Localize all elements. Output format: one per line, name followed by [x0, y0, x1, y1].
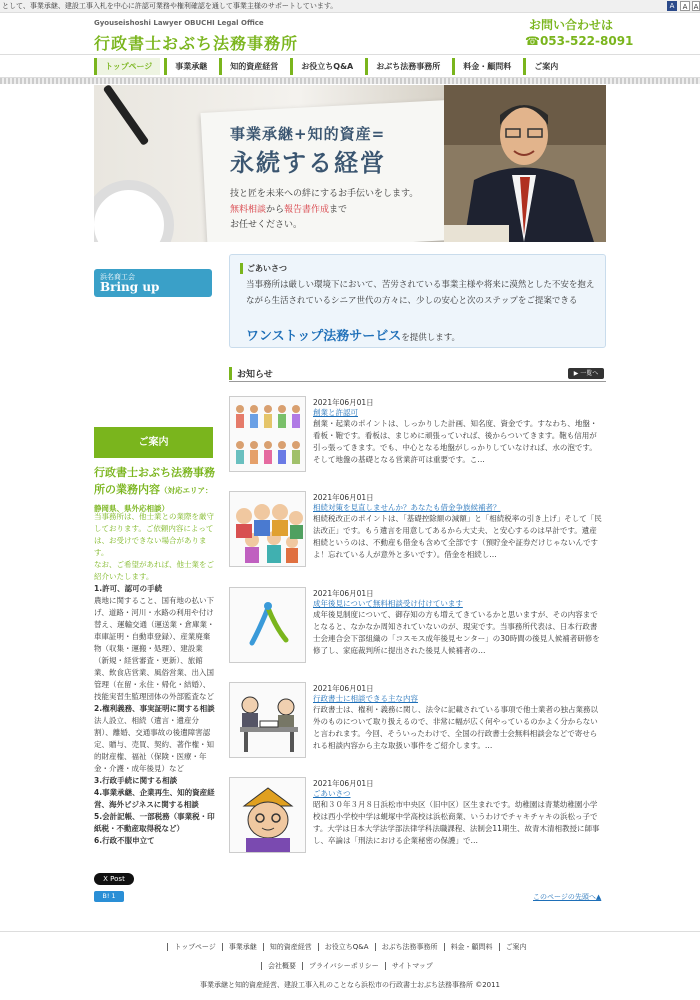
font-size-large-button[interactable]: A	[693, 3, 699, 11]
footer-link[interactable]: トップページ	[167, 943, 221, 951]
service-heading-2: 2.権利義務、事実証明に関する相談	[94, 704, 215, 713]
footer-nav-primary	[0, 942, 700, 952]
hero-banner	[94, 85, 606, 242]
footer-nav-secondary	[0, 961, 700, 971]
news-more-label: 一覧へ	[580, 370, 599, 377]
greeting-text: 当事務所は厳しい環境下において、苦労されている事業主様や将来に漠然とした不安を抱えながら生活されているシニア世代の方々に、少しの安心と次のステップをご提案できる	[246, 280, 595, 306]
footer-link[interactable]: お役立ちQ&A	[318, 943, 375, 951]
news-header	[229, 366, 606, 382]
news-date: 2021年06月01日	[313, 398, 374, 407]
news-excerpt: 成年後見制度について、御存知の方も増えてきているかと思いますが、その内容までとなると、なかなか周知されていないのが、現実です。当事務所代表は、日本行政書士会連合会下部組織の「コスモス成年後見センター」の30時間の後見人候補者研修を修了し、家庭裁判所に提出された後見人候補者の…	[313, 610, 600, 655]
coffee-cup-image	[94, 180, 174, 242]
cosmos-logo-icon	[230, 588, 306, 663]
news-thumbnail-logo[interactable]	[229, 587, 306, 663]
x-post-button[interactable]: X Post	[94, 873, 134, 885]
lawyer-portrait	[444, 85, 606, 242]
news-item	[229, 396, 606, 476]
footer-link[interactable]: サイトマップ	[385, 962, 439, 970]
news-thumbnail-portrait[interactable]	[229, 777, 306, 853]
hero-line-2	[230, 202, 347, 215]
nav-item-qa[interactable]: お役立ちQ&A	[290, 58, 361, 75]
global-nav	[0, 54, 700, 78]
news-thumbnail-people[interactable]	[229, 396, 306, 472]
news-excerpt: 行政書士は、権利・義務に関し、法令に記載されている事項で他士業者の独占業務以外のものについて取り扱えるので、非常に幅が広く何やっているのかよく分からないと言われます。今回、そういったわけで、全国の行政書士会無料相談会などで寄せられる相談内容から主な取扱い事件をご紹介します。…	[313, 705, 598, 750]
news-item	[229, 777, 606, 857]
footer-link[interactable]: 知的資産経営	[263, 943, 318, 951]
greeting-highlight: ワンストップ法務サービス	[246, 329, 402, 344]
hero-line-2-mid: から	[266, 205, 285, 215]
sidebar-title	[94, 464, 216, 517]
news-link[interactable]: 相続対策を見直しませんか？あなたも借金争族候補者？	[313, 503, 501, 512]
nav-item-succession[interactable]: 事業承継	[164, 58, 215, 75]
footer-link[interactable]: おぶち法務事務所	[375, 943, 444, 951]
footer-link[interactable]: 事業承継	[222, 943, 263, 951]
sidebar-area: （対応エリア：静岡県、県外応相談）	[94, 486, 213, 513]
footer-link[interactable]: 会社概要	[261, 962, 302, 970]
footer-link[interactable]: ご案内	[499, 943, 533, 951]
news-date: 2021年06月01日	[313, 589, 374, 598]
news-thumbnail-consultation[interactable]	[229, 682, 306, 758]
nav-item-guide[interactable]: ご案内	[523, 58, 566, 75]
footer-link[interactable]: 料金・顧問料	[444, 943, 499, 951]
people-illustration	[230, 397, 306, 472]
news-excerpt: 相続税改正のポイントは、「基礎控除額の減額」と「相続税率の引き上げ」そして「民法改正」です。もう遺言を用意してあるから大丈夫、と安心するのは早計です。遺産相続というのは、不動産も借金も含めて全部です（預貯金や証券だけじゃないんですよ！忘れている人が意外と多いです）。借金を相続し…	[313, 514, 602, 559]
bring-up-line-1: 浜名商工会	[100, 273, 135, 281]
news-excerpt: 創業・起業のポイントは、しっかりした計画、知名度、資金です。すなわち、地盤・看板・鞄です。看板は、まじめに頑張っていれば、後からついてきます。鞄も信用が引っ張ってきます。でも、中心となる地盤がしっかりしていなければ、水の泡です。そして地盤の基礎となる営業許可は重要です。こ…	[313, 419, 598, 464]
sidebar-note-1: 当事務所は、他士業との業際を厳守しております。ご依頼内容によっては、お受けできない場合があります。	[94, 512, 214, 557]
contact-label: お問い合わせは	[529, 18, 614, 32]
logo-english[interactable]: Gyouseishoshi Lawyer OBUCHI Legal Office	[94, 19, 264, 27]
news-item	[229, 491, 606, 571]
news-link[interactable]: 行政書士に相談できる主な内容	[313, 694, 418, 703]
decorative-stripe	[0, 78, 700, 84]
bring-up-line-2: Bring up	[100, 280, 160, 294]
footer-link[interactable]: プライバシーポリシー	[302, 962, 385, 970]
sidebar-note-2: なお、ご希望があれば、他士業をご紹介いたします。	[94, 560, 214, 581]
news-more-button[interactable]: ▶ 一覧へ	[568, 368, 604, 379]
news-thumbnail-family[interactable]	[229, 491, 306, 567]
news-item	[229, 682, 606, 762]
news-title: お知らせ	[229, 367, 273, 380]
sidebar-title-text: 行政書士おぶち法務事務所の業務内容	[94, 466, 215, 496]
hero-line-1: 技と匠を未来への絆にするお手伝いをします。	[230, 189, 419, 199]
top-notice-bar	[0, 0, 700, 13]
nav-item-office[interactable]: おぶち法務事務所	[365, 58, 448, 75]
nav-item-top[interactable]: トップページ	[94, 58, 160, 75]
service-heading-4: 4.事業承継、企業再生、知的資産経営、海外ビジネスに関する相談	[94, 788, 215, 809]
service-heading-6: 6.行政不服申立て	[94, 836, 155, 845]
news-link[interactable]: 創業と許認可	[313, 408, 358, 417]
nav-item-intellectual-assets[interactable]: 知的資産経営	[219, 58, 286, 75]
pen-image	[103, 85, 150, 146]
phone-number[interactable]: ☎053-522-8091	[525, 34, 634, 48]
hatena-bookmark-button[interactable]: B! 1	[94, 891, 124, 902]
news-link[interactable]: 成年後見について無料相談受け付けています	[313, 599, 463, 608]
family-illustration	[230, 492, 306, 567]
service-body-2: 法人設立、相続（遺言・遺産分割）、離婚、交通事故の後遺障害認定、贈与、売買、契約、著作権・知的財産権、福祉（保険・医療・年金・介護・成年後見）など	[94, 716, 214, 773]
news-excerpt: 昭和３０年３月８日浜松市中央区（旧中区）区生まれです。幼稚園は青葉幼稚園小学校は西小学校中学は蜆塚中学高校は浜松商業、いうわけでチャキチャキの浜松っ子です。大学は日本大学法学部法律学科法職課程、法制会11期生、故青木清相教授に師事し、卒論は「刑法における企業秘密の保護」で…	[313, 800, 600, 845]
greeting-box	[229, 254, 606, 348]
guide-heading: ご案内	[94, 427, 213, 458]
consultation-illustration	[230, 683, 306, 758]
service-heading-1: 1.許可、認可の手続	[94, 584, 163, 593]
news-item	[229, 587, 606, 667]
news-link[interactable]: ごあいさつ	[313, 789, 351, 798]
hero-line-2-end: まで	[329, 205, 348, 215]
hero-free-consult: 無料相談	[230, 205, 267, 215]
font-size-medium-button[interactable]: A	[680, 1, 690, 11]
footer-divider	[0, 931, 700, 932]
hero-report: 報告書作成	[284, 205, 330, 215]
font-size-small-button[interactable]: A	[667, 1, 677, 11]
bring-up-banner[interactable]	[94, 269, 212, 297]
nav-item-fees[interactable]: 料金・顧問料	[452, 58, 519, 75]
top-notice-text: として、事業承継、建設工事入札を中心に許認可業務や権利確認を通して事業主様のサポートしています。	[2, 2, 338, 10]
service-body-1: 農地に関すること、国有地の払い下げ、道路・河川・水路の利用や付け替え、運輸交通（運送業・倉庫業・車庫証明・自動車登録）、産業廃棄物（収集・運搬・処理）、建設業（新規・経営審査・更新）、旅館業、飲食店営業、風俗営業、出入国管理（在留・永住・帰化・結婚）、技能実習生監理団体の外部監査など	[94, 596, 215, 701]
back-to-top-link[interactable]: このページの先頭へ▲	[533, 893, 602, 901]
service-heading-3: 3.行政手続に関する相談	[94, 776, 178, 785]
lawyer-caricature	[230, 778, 306, 853]
site-logo[interactable]: 行政書士おぶち法務事務所	[94, 34, 299, 53]
service-heading-5: 5.会計記帳、一部税務（事業税・印紙税・不動産取得税など）	[94, 812, 215, 833]
hero-line-3: お任せください。	[230, 220, 303, 230]
greeting-service	[246, 325, 460, 344]
greeting-suffix: を提供します。	[401, 333, 461, 343]
news-date: 2021年06月01日	[313, 493, 374, 502]
hero-headline-2: 永続する経営	[230, 149, 386, 177]
hero-headline-1: 事業承継+知的資産=	[230, 125, 386, 143]
news-date: 2021年06月01日	[313, 684, 374, 693]
sidebar-body	[94, 511, 216, 847]
news-date: 2021年06月01日	[313, 779, 374, 788]
greeting-title: ごあいさつ	[240, 263, 287, 274]
copyright: 事業承継と知的資産経営、建設工事入札のことなら浜松市の行政書士おぶち法務事務所 ©2011	[199, 981, 501, 989]
